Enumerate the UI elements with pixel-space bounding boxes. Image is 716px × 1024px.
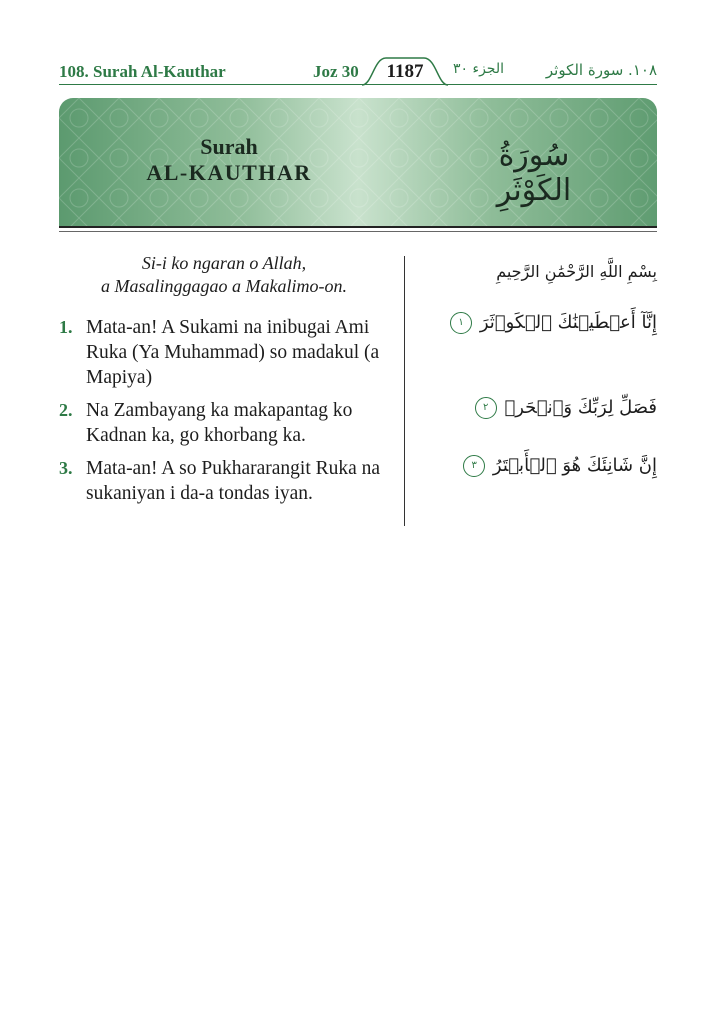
header-juz-label: Joz 30 xyxy=(313,62,359,81)
running-header xyxy=(59,56,657,86)
surah-title-arabic: سُورَةُ الكَوْثَرِ xyxy=(496,138,572,208)
ayah-number-marker: ١ xyxy=(450,312,472,334)
bismillah-translation xyxy=(59,252,389,298)
page-number: 1187 xyxy=(386,61,424,82)
surah-title-banner xyxy=(59,98,657,226)
bismillah-arabic: بِسْمِ اللَّهِ الرَّحْمَٰنِ الرَّحِيمِ xyxy=(496,262,657,281)
verse-arabic-text: إِنَّآ أَعۡطَيۡنَٰكَ ٱلۡكَوۡثَرَ xyxy=(479,312,657,333)
verse-translation-1 xyxy=(59,315,389,390)
banner-bottom-rule xyxy=(59,226,657,228)
header-rule xyxy=(59,84,657,85)
ayah-number-marker: ٢ xyxy=(475,397,497,419)
surah-title-line2: AL-KAUTHAR xyxy=(146,160,312,185)
verse-arabic-1 xyxy=(415,312,657,334)
bismillah-line2: a Masalinggagao a Makalimo-on. xyxy=(101,276,347,296)
verse-text: Na Zambayang ka makapantag ko Kadnan ka, go khorbang ka. xyxy=(86,400,353,446)
verse-arabic-text: فَصَلِّ لِرَبِّكَ وَٱنۡحَرۡ xyxy=(504,397,657,418)
ayah-number-marker: ٣ xyxy=(463,455,485,477)
page-number-tab xyxy=(362,56,448,86)
bismillah-line1: Si-i ko ngaran o Allah, xyxy=(141,253,307,273)
header-juz-arabic: الجزء ٣٠ xyxy=(453,61,504,77)
verse-text: Mata-an! A Sukami na inibugai Ami Ruka (Ya Muhammad) so madakul (a Mapiya) xyxy=(86,317,380,388)
verse-number: 1. xyxy=(59,317,73,337)
verse-arabic-3 xyxy=(415,455,657,477)
verse-arabic-2 xyxy=(415,397,657,419)
verse-number: 3. xyxy=(59,458,73,478)
surah-title-english xyxy=(129,134,329,186)
header-surah-arabic: ١٠٨. سورة الكوثر xyxy=(545,61,657,79)
verse-arabic-text: إِنَّ شَانِئَكَ هُوَ ٱلۡأَبۡتَرُ xyxy=(492,455,657,476)
banner-bottom-rule-thin xyxy=(59,231,657,232)
verse-text: Mata-an! A so Pukhararangit Ruka na sukaniyan i da-a tondas iyan. xyxy=(86,458,381,504)
verse-number: 2. xyxy=(59,400,73,420)
surah-title-line1: Surah xyxy=(200,134,258,159)
header-surah-label: 108. Surah Al-Kauthar xyxy=(59,62,226,81)
verse-translation-3 xyxy=(59,456,389,506)
verse-translation-2 xyxy=(59,398,389,448)
column-divider xyxy=(404,256,405,526)
